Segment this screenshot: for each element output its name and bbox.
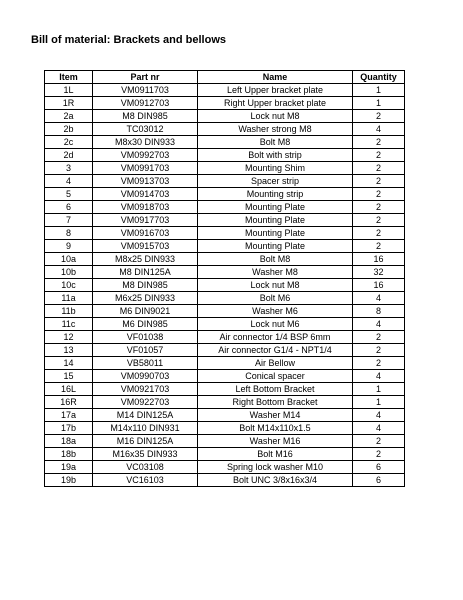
cell-part-nr: TC03012	[93, 123, 198, 136]
table-body	[45, 84, 405, 487]
bill-of-material-table	[44, 70, 405, 487]
cell-item: 10a	[45, 253, 93, 266]
table-row	[45, 162, 405, 175]
cell-part-nr: M8 DIN125A	[93, 266, 198, 279]
cell-quantity: 2	[353, 162, 405, 175]
cell-part-nr: M16 DIN125A	[93, 435, 198, 448]
cell-part-nr: M6x25 DIN933	[93, 292, 198, 305]
cell-quantity: 4	[353, 318, 405, 331]
cell-name: Air connector G1/4 - NPT1/4	[198, 344, 353, 357]
cell-name: Conical spacer	[198, 370, 353, 383]
cell-part-nr: VM0991703	[93, 162, 198, 175]
page-title: Bill of material: Brackets and bellows	[31, 34, 227, 46]
cell-part-nr: VC03108	[93, 461, 198, 474]
table-row	[45, 422, 405, 435]
cell-quantity: 2	[353, 188, 405, 201]
cell-name: Bolt UNC 3/8x16x3/4	[198, 474, 353, 487]
cell-part-nr: VF01057	[93, 344, 198, 357]
cell-name: Air connector 1/4 BSP 6mm	[198, 331, 353, 344]
cell-quantity: 16	[353, 253, 405, 266]
cell-quantity: 2	[353, 110, 405, 123]
table-row	[45, 84, 405, 97]
cell-quantity: 6	[353, 461, 405, 474]
cell-name: Right Upper bracket plate	[198, 97, 353, 110]
cell-name: Washer M8	[198, 266, 353, 279]
cell-item: 5	[45, 188, 93, 201]
table-row	[45, 214, 405, 227]
cell-item: 13	[45, 344, 93, 357]
cell-quantity: 6	[353, 474, 405, 487]
table-row	[45, 448, 405, 461]
table-row	[45, 201, 405, 214]
table-row	[45, 97, 405, 110]
table-row	[45, 279, 405, 292]
cell-name: Spring lock washer M10	[198, 461, 353, 474]
table-row	[45, 461, 405, 474]
table-row	[45, 227, 405, 240]
cell-part-nr: M16x35 DIN933	[93, 448, 198, 461]
table-row	[45, 136, 405, 149]
cell-item: 2d	[45, 149, 93, 162]
cell-quantity: 2	[353, 435, 405, 448]
cell-quantity: 2	[353, 201, 405, 214]
cell-quantity: 2	[353, 149, 405, 162]
cell-name: Bolt M8	[198, 253, 353, 266]
cell-item: 9	[45, 240, 93, 253]
cell-quantity: 2	[353, 175, 405, 188]
table-row	[45, 409, 405, 422]
table-row	[45, 474, 405, 487]
cell-name: Washer M6	[198, 305, 353, 318]
cell-quantity: 2	[353, 344, 405, 357]
cell-item: 3	[45, 162, 93, 175]
cell-part-nr: VM0917703	[93, 214, 198, 227]
cell-name: Lock nut M6	[198, 318, 353, 331]
cell-part-nr: VB58011	[93, 357, 198, 370]
cell-name: Left Bottom Bracket	[198, 383, 353, 396]
table-row	[45, 175, 405, 188]
cell-item: 10b	[45, 266, 93, 279]
cell-name: Mounting Plate	[198, 227, 353, 240]
cell-item: 10c	[45, 279, 93, 292]
cell-item: 6	[45, 201, 93, 214]
cell-quantity: 1	[353, 383, 405, 396]
cell-part-nr: VM0911703	[93, 84, 198, 97]
cell-name: Bolt M6	[198, 292, 353, 305]
cell-part-nr: M8 DIN985	[93, 279, 198, 292]
cell-item: 2b	[45, 123, 93, 136]
cell-item: 4	[45, 175, 93, 188]
cell-item: 11a	[45, 292, 93, 305]
table-row	[45, 110, 405, 123]
cell-quantity: 32	[353, 266, 405, 279]
cell-part-nr: VM0918703	[93, 201, 198, 214]
cell-name: Right Bottom Bracket	[198, 396, 353, 409]
cell-name: Bolt M14x110x1.5	[198, 422, 353, 435]
table-row	[45, 318, 405, 331]
cell-item: 16R	[45, 396, 93, 409]
cell-name: Left Upper bracket plate	[198, 84, 353, 97]
cell-name: Spacer strip	[198, 175, 353, 188]
cell-part-nr: M14 DIN125A	[93, 409, 198, 422]
cell-part-nr: VM0916703	[93, 227, 198, 240]
cell-quantity: 2	[353, 136, 405, 149]
cell-part-nr: M14x110 DIN931	[93, 422, 198, 435]
cell-name: Washer strong M8	[198, 123, 353, 136]
table-row	[45, 123, 405, 136]
cell-part-nr: VM0915703	[93, 240, 198, 253]
cell-item: 19a	[45, 461, 93, 474]
cell-name: Washer M14	[198, 409, 353, 422]
cell-item: 7	[45, 214, 93, 227]
table-row	[45, 331, 405, 344]
cell-item: 19b	[45, 474, 93, 487]
cell-name: Air Bellow	[198, 357, 353, 370]
table-row	[45, 344, 405, 357]
cell-part-nr: VM0913703	[93, 175, 198, 188]
table-row	[45, 370, 405, 383]
cell-part-nr: VM0922703	[93, 396, 198, 409]
cell-item: 18a	[45, 435, 93, 448]
cell-name: Bolt M8	[198, 136, 353, 149]
cell-name: Bolt M16	[198, 448, 353, 461]
cell-item: 12	[45, 331, 93, 344]
cell-quantity: 4	[353, 422, 405, 435]
table-row	[45, 305, 405, 318]
cell-name: Washer M16	[198, 435, 353, 448]
cell-quantity: 2	[353, 240, 405, 253]
cell-part-nr: M8x25 DIN933	[93, 253, 198, 266]
cell-part-nr: VC16103	[93, 474, 198, 487]
cell-quantity: 1	[353, 97, 405, 110]
cell-part-nr: VM0992703	[93, 149, 198, 162]
cell-quantity: 1	[353, 84, 405, 97]
table-row	[45, 188, 405, 201]
cell-quantity: 1	[353, 396, 405, 409]
cell-item: 1R	[45, 97, 93, 110]
cell-part-nr: VF01038	[93, 331, 198, 344]
cell-item: 15	[45, 370, 93, 383]
table-row	[45, 357, 405, 370]
cell-quantity: 2	[353, 214, 405, 227]
cell-name: Lock nut M8	[198, 279, 353, 292]
cell-name: Mounting strip	[198, 188, 353, 201]
cell-part-nr: VM0921703	[93, 383, 198, 396]
cell-quantity: 4	[353, 292, 405, 305]
cell-quantity: 4	[353, 123, 405, 136]
table-row	[45, 292, 405, 305]
cell-part-nr: M8 DIN985	[93, 110, 198, 123]
cell-part-nr: VM0914703	[93, 188, 198, 201]
cell-item: 14	[45, 357, 93, 370]
table-row	[45, 396, 405, 409]
cell-name: Mounting Plate	[198, 214, 353, 227]
column-header-quantity: Quantity	[353, 71, 405, 84]
cell-item: 17b	[45, 422, 93, 435]
cell-quantity: 2	[353, 227, 405, 240]
cell-part-nr: M6 DIN985	[93, 318, 198, 331]
cell-item: 11b	[45, 305, 93, 318]
cell-quantity: 4	[353, 409, 405, 422]
cell-quantity: 8	[353, 305, 405, 318]
cell-name: Mounting Shim	[198, 162, 353, 175]
table-header-row	[45, 71, 405, 84]
cell-item: 2c	[45, 136, 93, 149]
table-row	[45, 435, 405, 448]
table-row	[45, 240, 405, 253]
cell-item: 18b	[45, 448, 93, 461]
column-header-name: Name	[198, 71, 353, 84]
cell-item: 16L	[45, 383, 93, 396]
cell-item: 2a	[45, 110, 93, 123]
column-header-item: Item	[45, 71, 93, 84]
cell-quantity: 2	[353, 448, 405, 461]
cell-quantity: 16	[353, 279, 405, 292]
cell-item: 17a	[45, 409, 93, 422]
cell-name: Mounting Plate	[198, 240, 353, 253]
cell-part-nr: VM0990703	[93, 370, 198, 383]
cell-name: Lock nut M8	[198, 110, 353, 123]
cell-name: Bolt with strip	[198, 149, 353, 162]
cell-name: Mounting Plate	[198, 201, 353, 214]
cell-quantity: 2	[353, 331, 405, 344]
cell-part-nr: M6 DIN9021	[93, 305, 198, 318]
cell-part-nr: VM0912703	[93, 97, 198, 110]
cell-part-nr: M8x30 DIN933	[93, 136, 198, 149]
table-row	[45, 266, 405, 279]
cell-quantity: 4	[353, 370, 405, 383]
cell-item: 11c	[45, 318, 93, 331]
cell-item: 1L	[45, 84, 93, 97]
table-row	[45, 253, 405, 266]
table-row	[45, 149, 405, 162]
table-row	[45, 383, 405, 396]
cell-item: 8	[45, 227, 93, 240]
cell-quantity: 2	[353, 357, 405, 370]
column-header-part-nr: Part nr	[93, 71, 198, 84]
